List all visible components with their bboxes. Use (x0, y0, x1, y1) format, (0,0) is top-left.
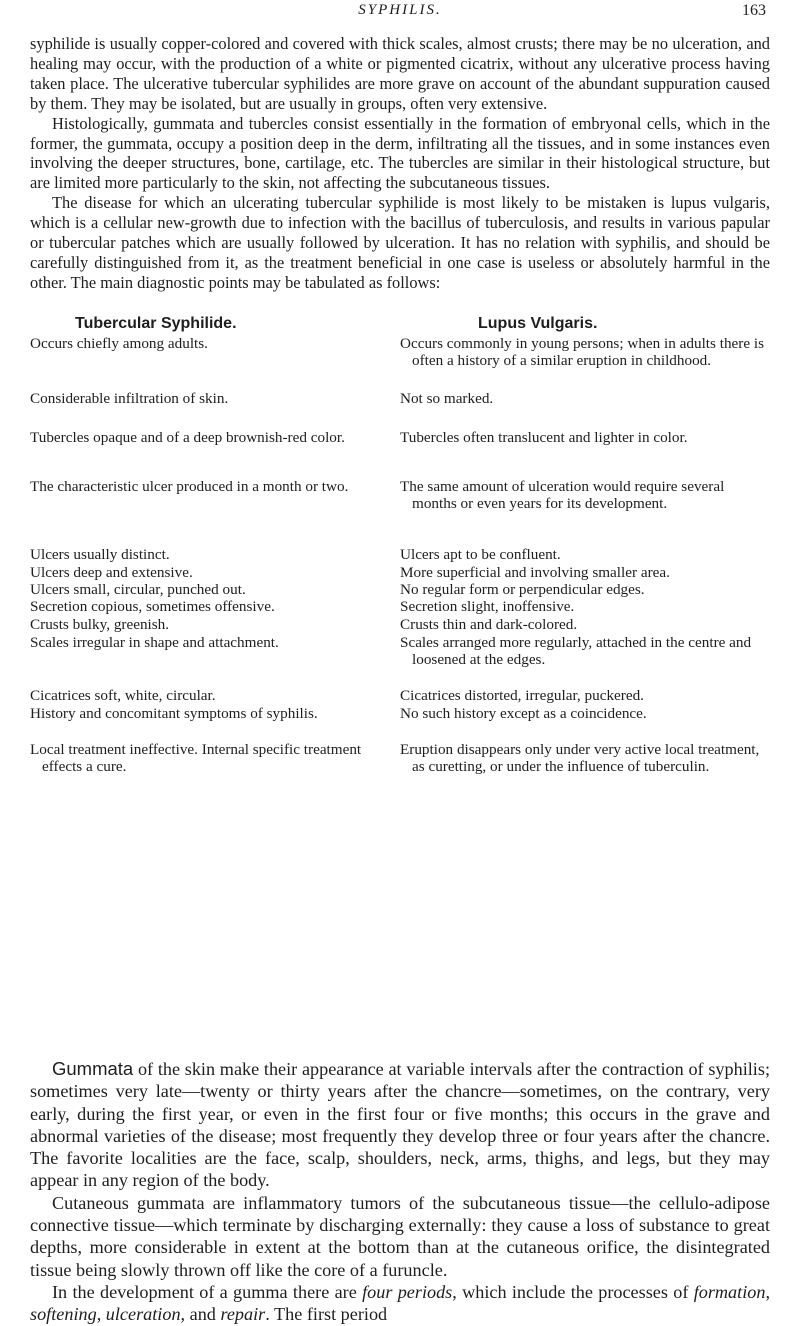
text-run: . The first period (265, 1304, 388, 1325)
table-row (400, 335, 770, 369)
syphilide-feature: Local treatment ineffective. Internal specific treatment effects a cure. (30, 741, 362, 776)
lupus-feature: No such history except as a coincidence. (400, 705, 647, 722)
text-run: In the development of a gumma there are (52, 1281, 363, 1302)
syphilide-feature: Cicatrices soft, white, circular. (30, 687, 216, 704)
running-head (0, 2, 800, 24)
table-row (30, 335, 395, 352)
paragraph: Histologically, gummata and tubercles consist essentially in the formation of embryonal cells, which in the former, the gummata, occupy a position deep in the derm, infiltrating all the tissues, and in some instances even involving the deeper structures, bone, cartilage, etc. The tubercles are similar in their histological structure, but are limited more particularly to the skin, not affecting the subcutaneous tissues. (30, 113, 770, 193)
italic-term: ulceration (105, 1304, 181, 1325)
table-row (400, 478, 770, 512)
table-row (30, 478, 395, 495)
syphilide-feature: Occurs chiefly among adults. (30, 335, 208, 352)
column-heading-left: Tubercular Syphilide. (75, 315, 237, 332)
table-row (400, 546, 770, 563)
paragraph (30, 1281, 770, 1326)
syphilide-feature: Ulcers usually distinct. (30, 546, 170, 563)
lupus-feature: Secretion slight, inoffensive. (400, 598, 575, 615)
table-row (400, 598, 770, 615)
table-row (400, 705, 770, 722)
table-row (30, 390, 395, 407)
text-run: , which include the processes of (452, 1281, 694, 1302)
lupus-feature: Ulcers apt to be confluent. (400, 546, 561, 563)
table-row (400, 581, 770, 598)
table-row (30, 705, 395, 722)
syphilide-feature: Ulcers deep and extensive. (30, 564, 193, 581)
section-lead-word: Gummata (52, 1058, 134, 1079)
lupus-feature: Scales arranged more regularly, attached in the centre and loosened at the edges. (400, 634, 752, 669)
lupus-feature: Tubercles often translucent and lighter in color. (400, 429, 688, 446)
paragraph (30, 1058, 770, 1192)
italic-term: formation (693, 1281, 766, 1302)
paragraph: Cutaneous gummata are inflammatory tumors of the subcutaneous tissue—the cellulo-adipose connective tissue—which terminate by discharging externally: they cause a loss of substance to great depths, more considerable in extent at the bottom than at the cutaneous orifice, the disintegrated tissue being slowly thrown off like the core of a furuncle. (30, 1192, 770, 1280)
table-row (30, 598, 395, 615)
table-row (400, 429, 770, 446)
lupus-feature: Occurs commonly in young persons; when in adults there is often a history of a similar eruption in childhood. (400, 335, 765, 370)
table-row (400, 741, 770, 775)
table-row (400, 687, 770, 704)
table-row (30, 616, 395, 633)
syphilide-feature: The characteristic ulcer produced in a month or two. (30, 478, 349, 495)
text-run: , (96, 1304, 106, 1325)
table-row (30, 634, 395, 651)
tubercular-syphilide-column (30, 315, 395, 776)
lupus-feature: Not so marked. (400, 390, 494, 407)
table-row (30, 687, 395, 704)
table-row (30, 741, 395, 775)
paragraph: The disease for which an ulcerating tubercular syphilide is most likely to be mistaken is lupus vulgaris, which is a cellular new-growth due to infection with the bacillus of tuberculosis, and results in various papular or tubercular patches which are usually followed by ulceration. It has no relation with syphilis, and should be carefully distinguished from it, as the treatment beneficial in one case is useless or absolutely harmful in the other. The main diagnostic points may be tabulated as follows: (30, 193, 770, 292)
table-row (30, 564, 395, 581)
syphilide-feature: History and concomitant symptoms of syphilis. (30, 705, 318, 722)
table-row (400, 616, 770, 633)
italic-term: softening (30, 1304, 97, 1325)
table-row (30, 581, 395, 598)
lupus-feature: Cicatrices distorted, irregular, puckered. (400, 687, 644, 704)
table-row (400, 390, 770, 407)
paragraph: syphilide is usually copper-colored and covered with thick scales, almost crusts; there may be no ulceration, and healing may occur, with the production of a white or pigmented cicatrix, without any ulcerative process having taken place. The ulcerative tubercular syphilides are more grave on account of the abundant suppuration caused by them. They may be isolated, but are usually in groups, often very extensive. (30, 34, 770, 113)
italic-term: repair (220, 1304, 266, 1325)
lupus-feature: The same amount of ulceration would require several months or even years for its development. (400, 478, 725, 513)
syphilide-feature: Considerable infiltration of skin. (30, 390, 229, 407)
gummata-text (30, 1058, 770, 1326)
lupus-feature: Crusts thin and dark-colored. (400, 616, 578, 633)
table-row (30, 429, 395, 446)
paragraph-text: of the skin make their appearance at variable intervals after the contraction of syphilis; sometimes very late—twenty or thirty years after the chancre—sometimes, on the contrary, very early, during the first year, or even in the first four or five months; this occurs in the grave and abnormal varieties of the disease; most frequently they develop three or four years after the chancre. The favorite localities are the face, scalp, shoulders, neck, arms, thighs, and legs, but they may appear in any region of the body. (30, 1059, 770, 1191)
table-row (400, 634, 770, 668)
syphilide-feature: Scales irregular in shape and attachment. (30, 634, 279, 651)
lupus-feature: Eruption disappears only under very active local treatment, as curetting, or under the influence of tuberculin. (400, 741, 760, 776)
lupus-feature: No regular form or perpendicular edges. (400, 581, 645, 598)
table-row (400, 564, 770, 581)
intro-text (30, 34, 770, 293)
syphilide-feature: Secretion copious, sometimes offensive. (30, 598, 275, 615)
lupus-vulgaris-column (400, 315, 770, 776)
page-number: 163 (742, 2, 766, 19)
syphilide-feature: Crusts bulky, greenish. (30, 616, 170, 633)
diagnostic-comparison-table (30, 315, 770, 776)
text-run: , and (180, 1304, 221, 1325)
lupus-feature: More superficial and involving smaller area. (400, 564, 670, 581)
syphilide-feature: Ulcers small, circular, punched out. (30, 581, 246, 598)
syphilide-feature: Tubercles opaque and of a deep brownish-red color. (30, 429, 345, 446)
table-row (30, 546, 395, 563)
text-run: , (765, 1281, 770, 1302)
italic-term: four periods (362, 1281, 453, 1302)
column-heading-right: Lupus Vulgaris. (478, 315, 598, 332)
running-head-title: SYPHILIS. (358, 2, 442, 18)
